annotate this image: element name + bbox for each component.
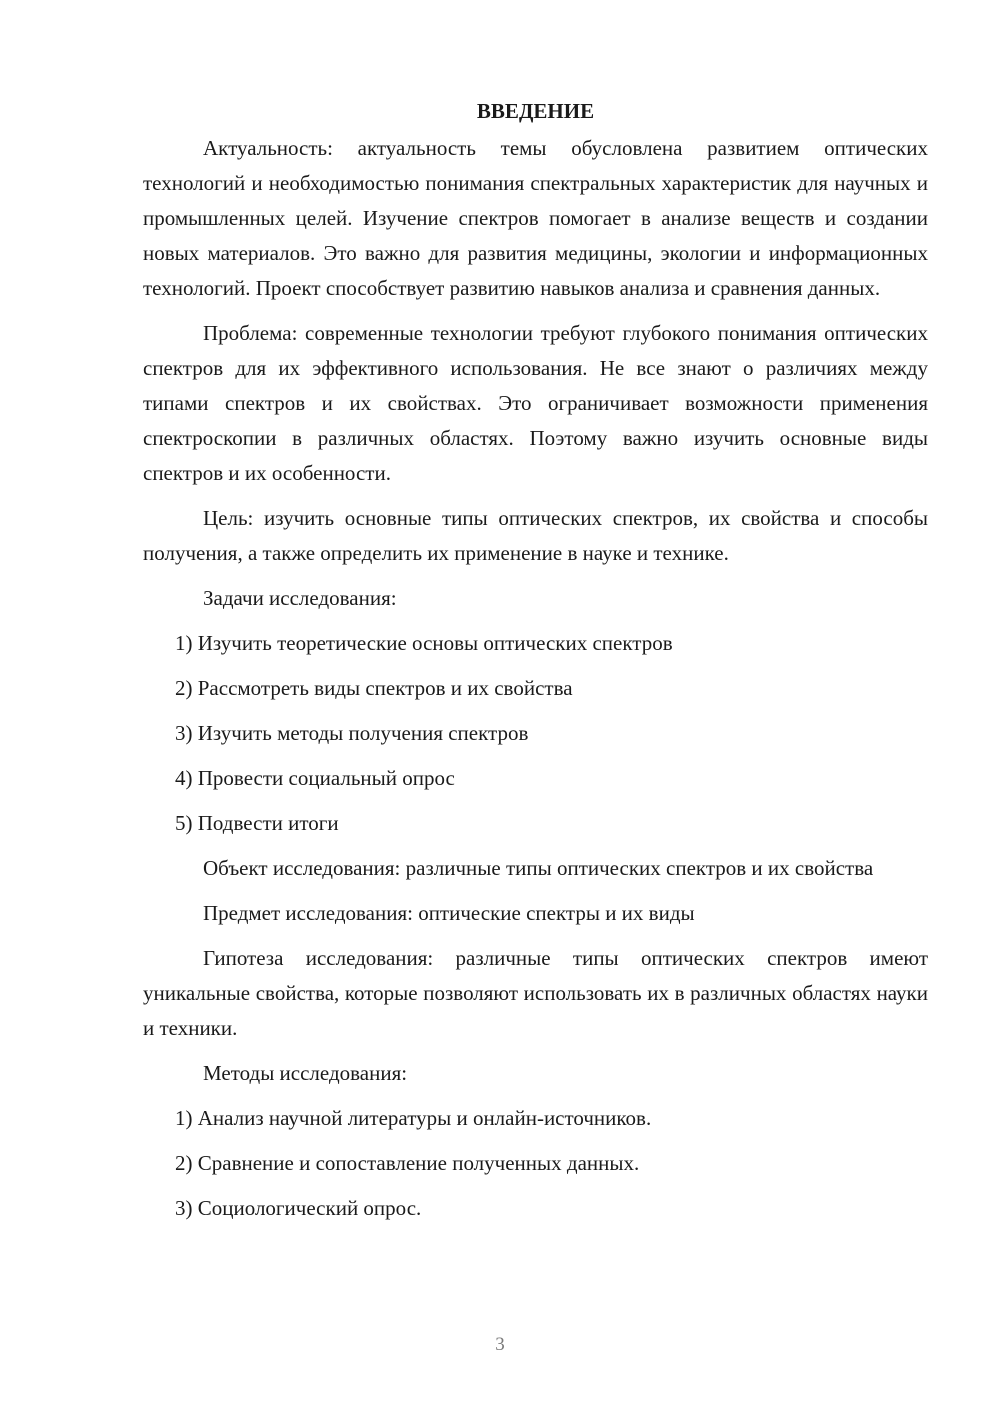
method-item: 1) Анализ научной литературы и онлайн-источников. <box>175 1106 652 1130</box>
method-item: 3) Социологический опрос. <box>175 1196 422 1220</box>
document-page <box>143 96 928 1236</box>
subject-paragraph: Предмет исследования: оптические спектры и их виды <box>203 901 695 925</box>
task-item: 2) Рассмотреть виды спектров и их свойства <box>175 676 573 700</box>
goal-paragraph: Цель: изучить основные типы оптических спектров, их свойства и способы получения, а также определить их применение в науке и технике. <box>143 506 928 565</box>
method-item: 2) Сравнение и сопоставление полученных данных. <box>175 1151 640 1175</box>
hypothesis-paragraph: Гипотеза исследования: различные типы оптических спектров имеют уникальные свойства, которые позволяют использовать их в различных областях науки и техники. <box>143 946 928 1040</box>
object-paragraph: Объект исследования: различные типы оптических спектров и их свойства <box>203 856 874 880</box>
page-number: 3 <box>495 1334 505 1355</box>
methods-heading: Методы исследования: <box>203 1061 408 1085</box>
task-item: 1) Изучить теоретические основы оптических спектров <box>175 631 673 655</box>
tasks-list <box>143 626 928 841</box>
tasks-heading: Задачи исследования: <box>203 586 397 610</box>
relevance-paragraph: Актуальность: актуальность темы обусловлена развитием оптических технологий и необходимостью понимания спектральных характеристик для научных и промышленных целей. Изучение спектров помогает в анализе веществ и создании новых материалов. Это важно для развития медицины, экологии и информационных технологий. Проект способствует развитию навыков анализа и сравнения данных. <box>143 136 928 300</box>
task-item: 4) Провести социальный опрос <box>175 766 455 790</box>
task-item: 5) Подвести итоги <box>175 811 339 835</box>
methods-list <box>143 1101 928 1226</box>
section-title: ВВЕДЕНИЕ <box>476 99 595 123</box>
task-item: 3) Изучить методы получения спектров <box>175 721 529 745</box>
problem-paragraph: Проблема: современные технологии требуют глубокого понимания оптических спектров для их эффективного использования. Не все знают о различиях между типами спектров и их свойствах. Это ограничивает возможности применения спектроскопии в различных областях. Поэтому важно изучить основные виды спектров и их особенности. <box>143 321 928 485</box>
